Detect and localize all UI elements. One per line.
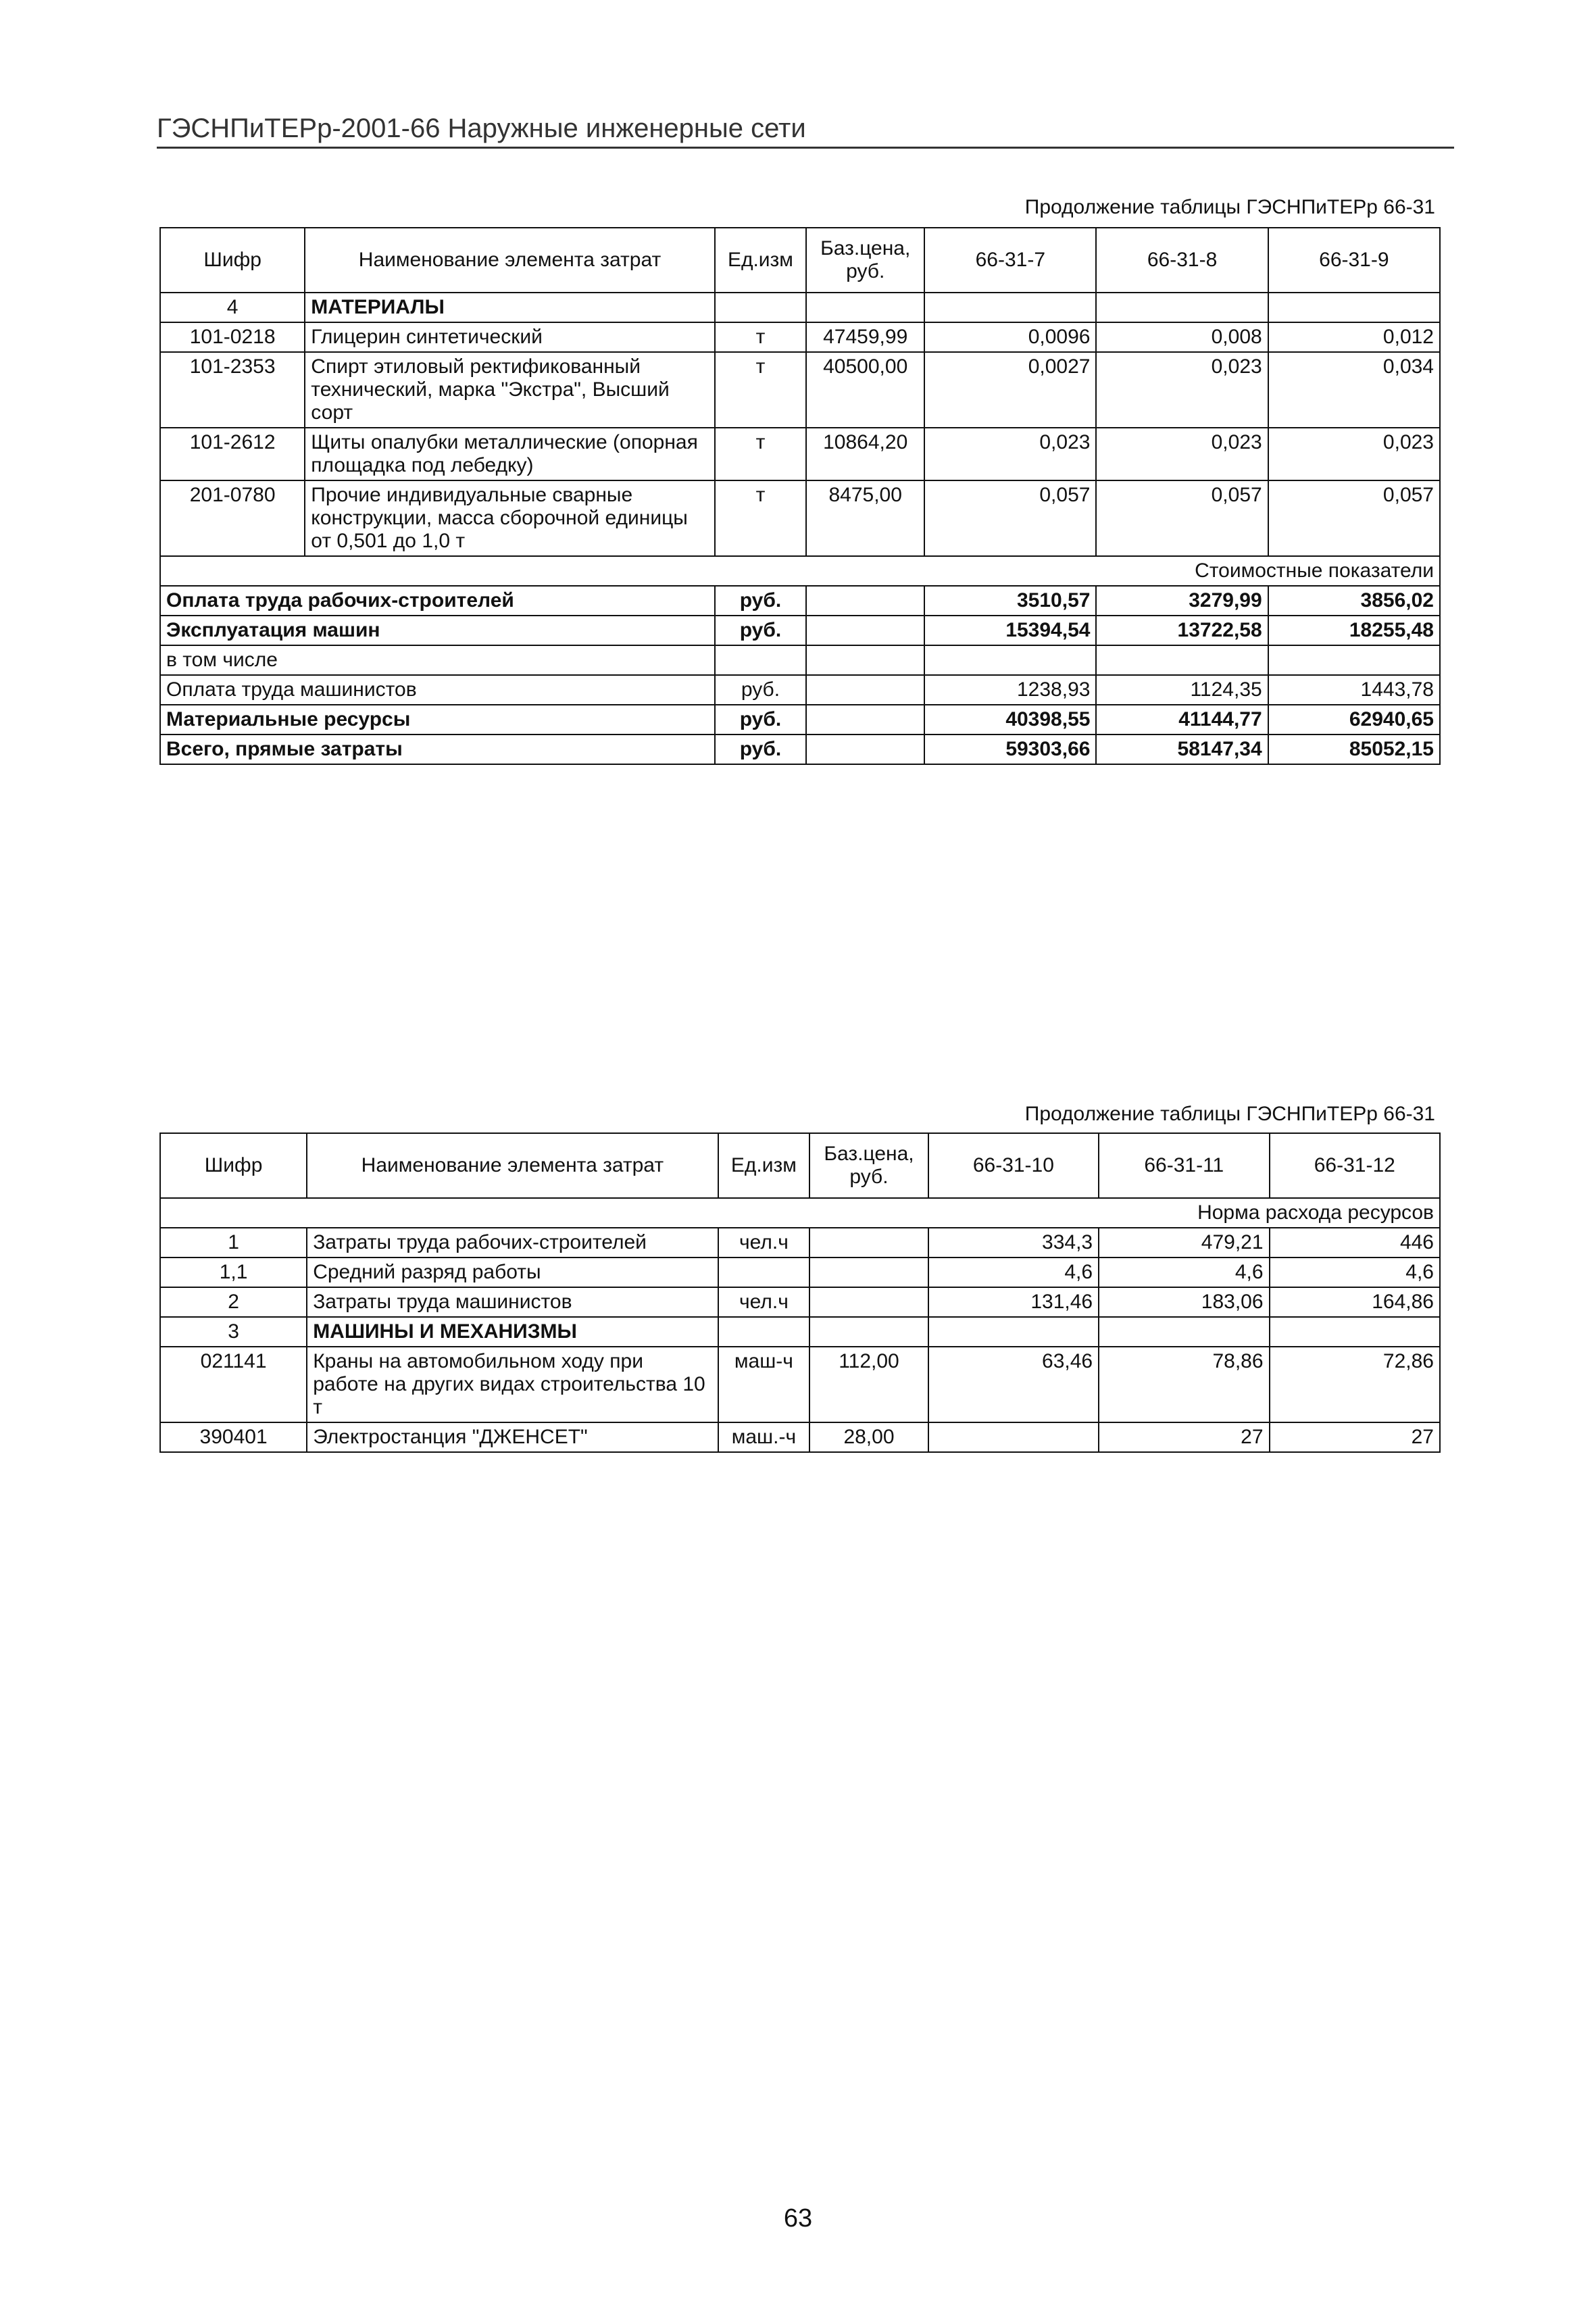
resource-name: Электростанция "ДЖЕНСЕТ" — [307, 1422, 718, 1452]
norm-value: 183,06 — [1099, 1287, 1269, 1317]
cost-unit: руб. — [715, 705, 806, 735]
col-66-31-11: 66-31-11 — [1099, 1133, 1269, 1198]
resource-name: Прочие индивидуальные сварные конструкции, масса сборочной единицы от 0,501 до 1,0 т — [305, 480, 714, 556]
norm-value: 0,057 — [1096, 480, 1268, 556]
base-price: 47459,99 — [806, 322, 924, 352]
table-row — [160, 1422, 1440, 1452]
resource-unit: маш.-ч — [718, 1422, 810, 1452]
table1-body — [160, 293, 1440, 764]
col-unit: Ед.изм — [718, 1133, 810, 1198]
resource-code: 1,1 — [160, 1258, 307, 1287]
resource-unit: т — [715, 480, 806, 556]
table-note: Норма расхода ресурсов — [160, 1198, 1440, 1228]
empty-cell — [1099, 1317, 1269, 1347]
norm-value: 0,0027 — [924, 352, 1096, 428]
cost-value: 62940,65 — [1268, 705, 1440, 735]
norm-value: 131,46 — [928, 1287, 1099, 1317]
section-number: 4 — [160, 293, 305, 322]
col-code: Шифр — [160, 228, 305, 293]
norm-value: 164,86 — [1270, 1287, 1440, 1317]
norm-value: 78,86 — [1099, 1347, 1269, 1422]
norm-value: 0,057 — [1268, 480, 1440, 556]
norm-value: 0,008 — [1096, 322, 1268, 352]
cost-value — [1268, 645, 1440, 675]
cost-label: Оплата труда рабочих-строителей — [160, 586, 715, 616]
resource-code: 101-0218 — [160, 322, 305, 352]
col-price: Баз.цена, руб. — [806, 228, 924, 293]
table-66-31-part1 — [159, 227, 1441, 765]
base-price: 112,00 — [809, 1347, 928, 1422]
empty-cell — [715, 293, 806, 322]
norm-value: 0,012 — [1268, 322, 1440, 352]
empty-cell — [806, 616, 924, 645]
cost-value: 58147,34 — [1096, 735, 1268, 764]
cost-value: 59303,66 — [924, 735, 1096, 764]
page-number: 63 — [783, 2204, 813, 2233]
col-66-31-9: 66-31-9 — [1268, 228, 1440, 293]
norm-value: 0,057 — [924, 480, 1096, 556]
col-66-31-8: 66-31-8 — [1096, 228, 1268, 293]
norm-value: 27 — [1270, 1422, 1440, 1452]
cost-row — [160, 586, 1440, 616]
norm-value: 4,6 — [1099, 1258, 1269, 1287]
cost-unit: руб. — [715, 616, 806, 645]
cost-label: Материальные ресурсы — [160, 705, 715, 735]
col-name: Наименование элемента затрат — [307, 1133, 718, 1198]
table2-caption: Продолжение таблицы ГЭСНПиТЕРр 66-31 — [1024, 1103, 1435, 1125]
cost-row — [160, 675, 1440, 705]
cost-value — [924, 645, 1096, 675]
col-66-31-10: 66-31-10 — [928, 1133, 1099, 1198]
resource-code: 390401 — [160, 1422, 307, 1452]
col-name: Наименование элемента затрат — [305, 228, 714, 293]
norm-value: 479,21 — [1099, 1228, 1269, 1258]
empty-cell — [718, 1317, 810, 1347]
section-title: МАШИНЫ И МЕХАНИЗМЫ — [307, 1317, 718, 1347]
section-title: МАТЕРИАЛЫ — [305, 293, 714, 322]
resource-code: 021141 — [160, 1347, 307, 1422]
base-price: 40500,00 — [806, 352, 924, 428]
resource-unit: т — [715, 428, 806, 480]
document-title: ГЭСНПиТЕРр-2001-66 Наружные инженерные сети — [157, 114, 1454, 149]
resource-code: 1 — [160, 1228, 307, 1258]
empty-cell — [1270, 1317, 1440, 1347]
resource-name: Глицерин синтетический — [305, 322, 714, 352]
norm-value: 446 — [1270, 1228, 1440, 1258]
resource-unit: чел.ч — [718, 1287, 810, 1317]
norm-value: 4,6 — [1270, 1258, 1440, 1287]
cost-value: 3279,99 — [1096, 586, 1268, 616]
table-row — [160, 1228, 1440, 1258]
resource-unit: чел.ч — [718, 1228, 810, 1258]
empty-cell — [806, 586, 924, 616]
norm-value: 0,023 — [1268, 428, 1440, 480]
table-row — [160, 322, 1440, 352]
cost-value: 3510,57 — [924, 586, 1096, 616]
table-row — [160, 352, 1440, 428]
resource-unit: маш-ч — [718, 1347, 810, 1422]
empty-cell — [1268, 293, 1440, 322]
empty-cell — [806, 675, 924, 705]
empty-cell — [809, 1317, 928, 1347]
cost-value: 1443,78 — [1268, 675, 1440, 705]
table-row — [160, 1347, 1440, 1422]
section-row — [160, 293, 1440, 322]
cost-value: 40398,55 — [924, 705, 1096, 735]
empty-cell — [1096, 293, 1268, 322]
col-code: Шифр — [160, 1133, 307, 1198]
norm-value: 4,6 — [928, 1258, 1099, 1287]
cost-unit: руб. — [715, 735, 806, 764]
table-note: Стоимостные показатели — [160, 556, 1440, 586]
cost-label: в том числе — [160, 645, 715, 675]
table-66-31-part2 — [159, 1132, 1441, 1453]
empty-cell — [806, 645, 924, 675]
resource-name: Средний разряд работы — [307, 1258, 718, 1287]
cost-value: 1124,35 — [1096, 675, 1268, 705]
resource-code: 101-2612 — [160, 428, 305, 480]
norm-value: 27 — [1099, 1422, 1269, 1452]
table2-body — [160, 1198, 1440, 1452]
cost-unit: руб. — [715, 675, 806, 705]
norm-value: 0,023 — [924, 428, 1096, 480]
empty-cell — [806, 293, 924, 322]
resource-unit: т — [715, 322, 806, 352]
norm-value: 0,0096 — [924, 322, 1096, 352]
cost-value: 1238,93 — [924, 675, 1096, 705]
base-price — [809, 1287, 928, 1317]
resource-name: Затраты труда машинистов — [307, 1287, 718, 1317]
base-price: 10864,20 — [806, 428, 924, 480]
cost-value — [1096, 645, 1268, 675]
base-price: 8475,00 — [806, 480, 924, 556]
table-row — [160, 1287, 1440, 1317]
norm-value: 0,034 — [1268, 352, 1440, 428]
note-row — [160, 1198, 1440, 1228]
norm-value: 72,86 — [1270, 1347, 1440, 1422]
resource-unit: т — [715, 352, 806, 428]
col-66-31-12: 66-31-12 — [1270, 1133, 1440, 1198]
cost-label: Всего, прямые затраты — [160, 735, 715, 764]
base-price: 28,00 — [809, 1422, 928, 1452]
norm-value: 0,023 — [1096, 352, 1268, 428]
resource-code: 201-0780 — [160, 480, 305, 556]
empty-cell — [924, 293, 1096, 322]
cost-unit — [715, 645, 806, 675]
col-66-31-7: 66-31-7 — [924, 228, 1096, 293]
empty-cell — [928, 1317, 1099, 1347]
resource-code: 101-2353 — [160, 352, 305, 428]
cost-value: 13722,58 — [1096, 616, 1268, 645]
resource-code: 2 — [160, 1287, 307, 1317]
col-unit: Ед.изм — [715, 228, 806, 293]
resource-name: Спирт этиловый ректификованный технический, марка "Экстра", Высший сорт — [305, 352, 714, 428]
norm-value — [928, 1422, 1099, 1452]
table-row — [160, 480, 1440, 556]
cost-row — [160, 735, 1440, 764]
cost-label: Эксплуатация машин — [160, 616, 715, 645]
note-row — [160, 556, 1440, 586]
resource-name: Краны на автомобильном ходу при работе на других видах строительства 10 т — [307, 1347, 718, 1422]
cost-value: 3856,02 — [1268, 586, 1440, 616]
cost-row — [160, 645, 1440, 675]
resource-name: Затраты труда рабочих-строителей — [307, 1228, 718, 1258]
table-row — [160, 1258, 1440, 1287]
cost-row — [160, 616, 1440, 645]
base-price — [809, 1258, 928, 1287]
table-row — [160, 428, 1440, 480]
norm-value: 63,46 — [928, 1347, 1099, 1422]
base-price — [809, 1228, 928, 1258]
empty-cell — [806, 705, 924, 735]
cost-value: 15394,54 — [924, 616, 1096, 645]
cost-unit: руб. — [715, 586, 806, 616]
section-number: 3 — [160, 1317, 307, 1347]
cost-row — [160, 705, 1440, 735]
resource-unit — [718, 1258, 810, 1287]
col-price: Баз.цена, руб. — [809, 1133, 928, 1198]
norm-value: 334,3 — [928, 1228, 1099, 1258]
cost-value: 18255,48 — [1268, 616, 1440, 645]
section-row — [160, 1317, 1440, 1347]
resource-name: Щиты опалубки металлические (опорная площадка под лебедку) — [305, 428, 714, 480]
cost-value: 41144,77 — [1096, 705, 1268, 735]
cost-value: 85052,15 — [1268, 735, 1440, 764]
norm-value: 0,023 — [1096, 428, 1268, 480]
empty-cell — [806, 735, 924, 764]
table1-caption: Продолжение таблицы ГЭСНПиТЕРр 66-31 — [1024, 196, 1435, 218]
cost-label: Оплата труда машинистов — [160, 675, 715, 705]
